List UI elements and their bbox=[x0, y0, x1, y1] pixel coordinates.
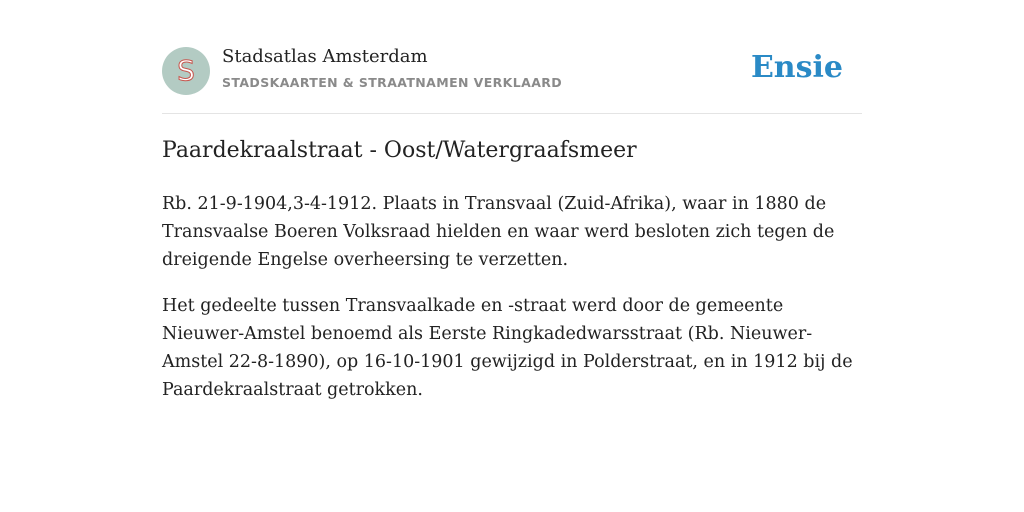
entry-paragraph: Het gedeelte tussen Transvaalkade en -straat werd door de gemeente Nieuwer-Amstel benoemd als Eerste Ringkadedwarsstraat (Rb. Nieuwer-Amstel 22-8-1890), op 16-10-1901 gewijzigd in Polderstraat, en in 1912 bij de Paardekraalstraat getrokken. bbox=[162, 296, 853, 400]
header-divider bbox=[162, 113, 862, 114]
entry-title: Paardekraalstraat - Oost/Watergraafsmeer bbox=[162, 138, 637, 163]
site-subtitle: STADSKAARTEN & STRAATNAMEN VERKLAARD bbox=[222, 75, 563, 90]
entry-body bbox=[162, 190, 862, 422]
site-avatar[interactable]: S bbox=[162, 47, 210, 95]
entry-paragraph: Rb. 21-9-1904,3-4-1912. Plaats in Transvaal (Zuid-Afrika), waar in 1880 de Transvaalse Boeren Volksraad hielden en waar werd besloten zich tegen de dreigende Engelse overheersing te verzetten. bbox=[162, 194, 835, 270]
brand-logo[interactable]: Ensie bbox=[750, 50, 843, 85]
site-title[interactable]: Stadsatlas Amsterdam bbox=[222, 46, 428, 67]
site-header bbox=[162, 46, 862, 96]
